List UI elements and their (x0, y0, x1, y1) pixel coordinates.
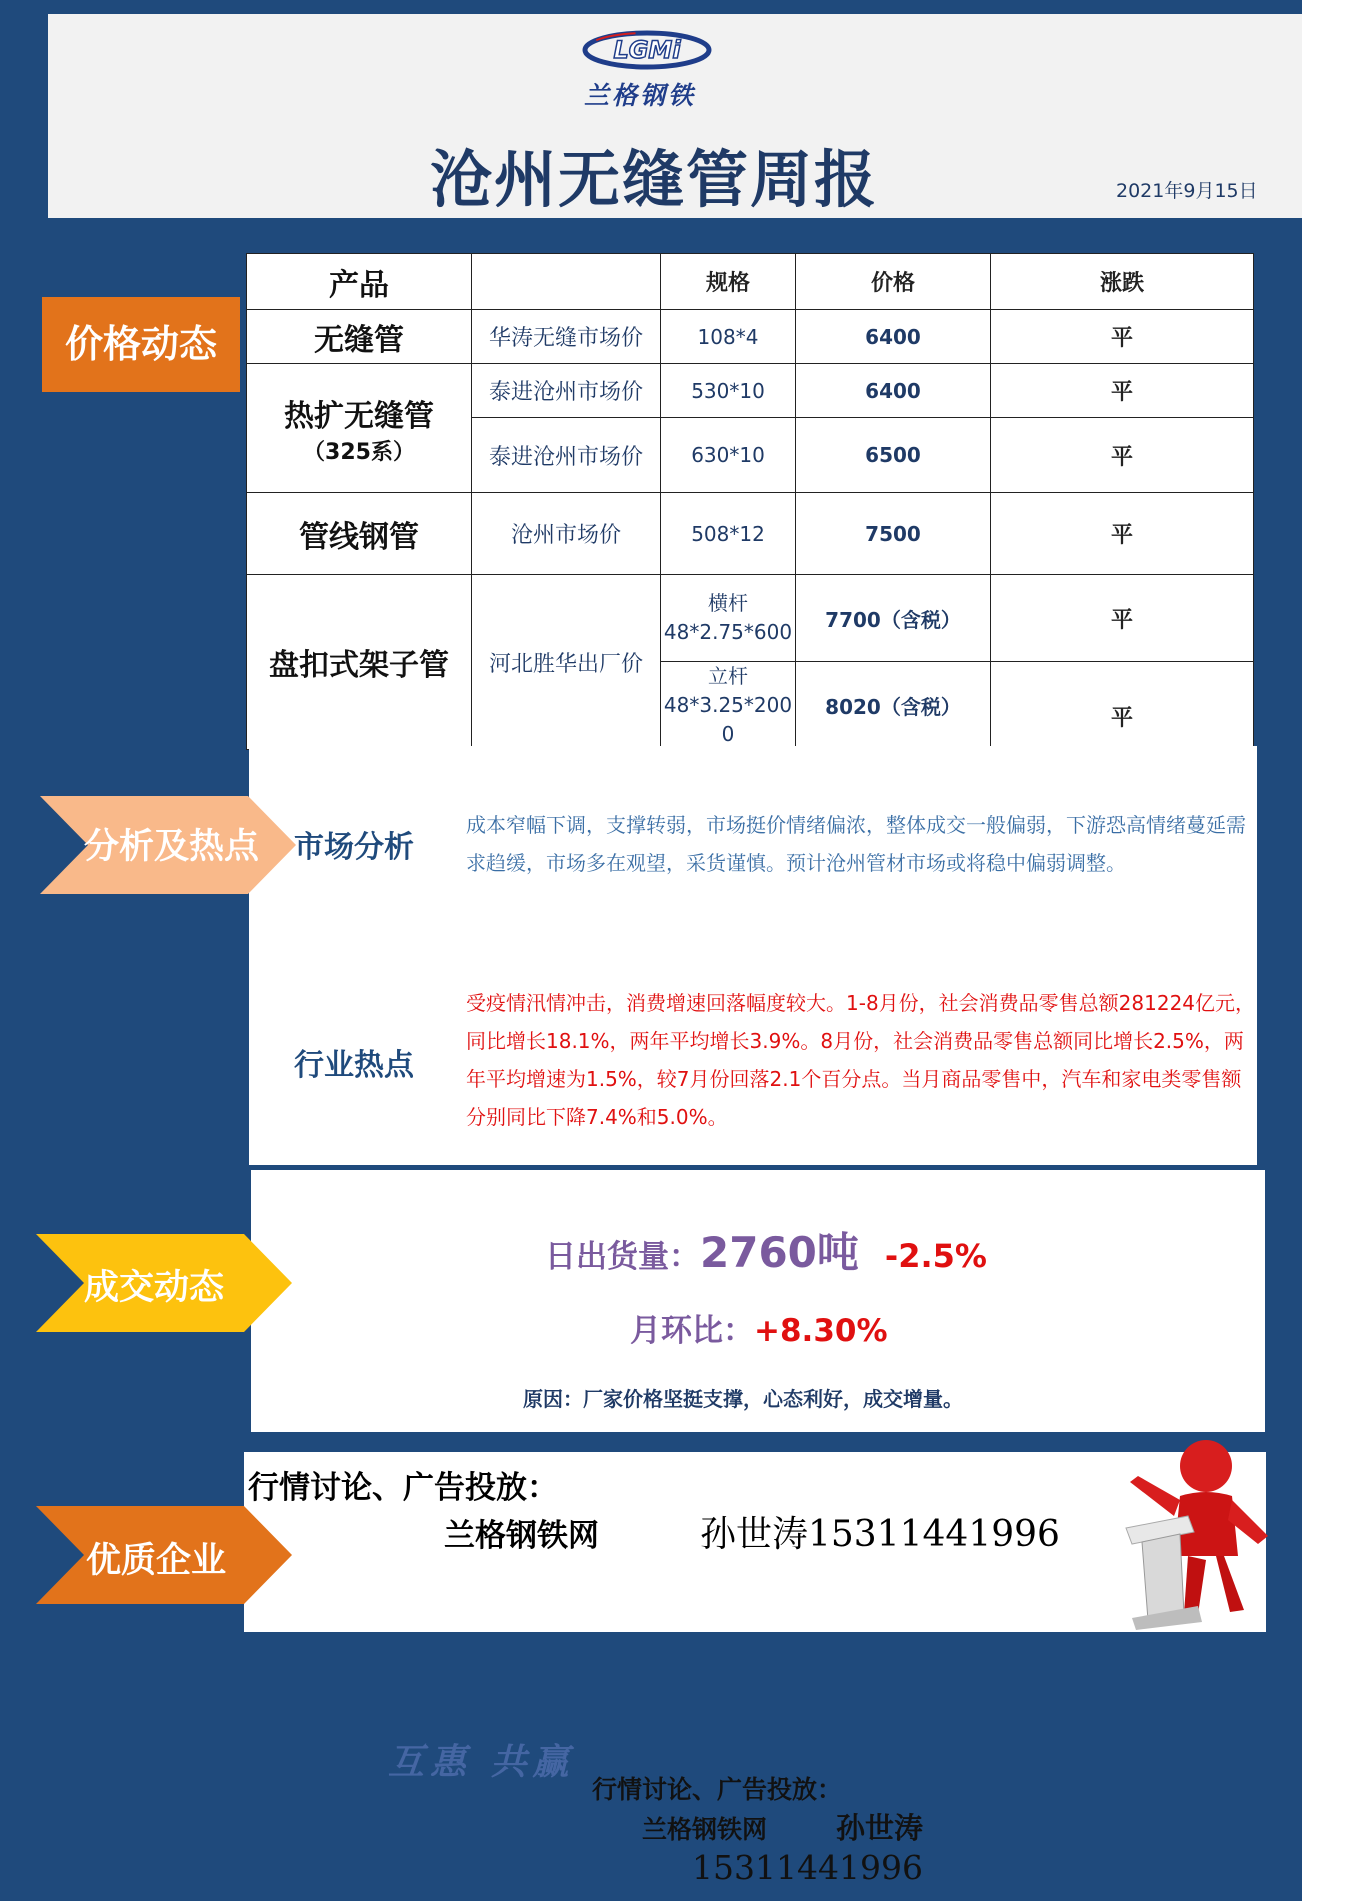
spec-cell: 530*10 (661, 364, 796, 418)
product-name: 热扩无缝管 (284, 398, 434, 434)
spec-cell: 508*12 (661, 493, 796, 575)
svg-text:LGMi: LGMi (613, 36, 681, 64)
price-cell: 6400 (796, 310, 991, 364)
price-cell: 7700（含税） (796, 575, 991, 662)
section-tag-analysis: 分析及热点 (84, 827, 260, 867)
speaker-figure-icon (1118, 1436, 1278, 1630)
change-cell: 平 (991, 493, 1254, 575)
section-tag-price: 价格动态 (42, 297, 240, 392)
header-spec: 规格 (661, 254, 796, 310)
market-cell: 华涛无缝市场价 (472, 310, 661, 364)
ad-line1: 行情讨论、广告投放： (248, 1470, 558, 1506)
daily-change: -2.5% (884, 1237, 987, 1275)
change-cell: 平 (991, 575, 1254, 662)
logo-subtitle: 兰格钢铁 (584, 81, 697, 110)
monthly-value: +8.30% (754, 1313, 888, 1349)
change-cell: 平 (991, 418, 1254, 493)
change-cell: 平 (991, 364, 1254, 418)
header-change: 涨跌 (991, 254, 1254, 310)
daily-shipment (545, 1220, 987, 1280)
spec-name: 横杆 (708, 591, 748, 615)
industry-hot-label: 行业热点 (294, 1048, 414, 1083)
market-cell: 河北胜华出厂价 (472, 575, 661, 750)
spec-value: 48*2.75*600 (663, 620, 793, 644)
product-cell: 盘扣式架子管 (247, 575, 472, 750)
section-tag-enterprise: 优质企业 (86, 1541, 227, 1581)
price-cell: 6500 (796, 418, 991, 493)
daily-value: 2760吨 (700, 1228, 859, 1277)
price-cell: 7500 (796, 493, 991, 575)
lgmi-logo (582, 28, 712, 72)
table-row (247, 364, 1254, 418)
spec-cell (661, 575, 796, 662)
footer-name: 孙世涛 (836, 1811, 924, 1845)
footer-phone: 15311441996 (692, 1848, 923, 1887)
product-cell: 无缝管 (247, 310, 472, 364)
ad-contact: 孙世涛15311441996 (700, 1514, 1060, 1555)
market-analysis-text: 成本窄幅下调，支撑转弱，市场挺价情绪偏浓，整体成交一般偏弱，下游恐高情绪蔓延需求趋缓，市场多在观望，采货谨慎。预计沧州管材市场或将稳中偏弱调整。 (466, 813, 1246, 875)
spec-cell (661, 662, 796, 750)
header-market (472, 254, 661, 310)
header-product: 产品 (247, 254, 472, 310)
change-cell: 平 (991, 662, 1254, 750)
table-row (247, 310, 1254, 364)
spec-name: 立杆 (708, 664, 748, 688)
monthly-ratio (630, 1305, 888, 1350)
monthly-label: 月环比： (630, 1313, 754, 1349)
ad-site: 兰格钢铁网 (444, 1518, 599, 1554)
industry-hot-text: 受疫情汛情冲击，消费增速回落幅度较大。1-8月份，社会消费品零售总额281224亿元，同比增长18.1%，两年平均增长3.9%。8月份，社会消费品零售总额同比增长2.5%，两年平均增速为1.5%，较7月份回落2.1个百分点。当月商品零售中，汽车和家电类零售额分别同比下降7.4%和5.0%。 (466, 991, 1256, 1129)
change-cell: 平 (991, 310, 1254, 364)
footer-slogan: 互惠 共赢 (388, 1741, 575, 1783)
market-analysis-label: 市场分析 (294, 830, 414, 865)
page-title: 沧州无缝管周报 (430, 143, 879, 216)
price-table (246, 253, 1254, 750)
report-date: 2021年9月15日 (1116, 180, 1258, 202)
header-price: 价格 (796, 254, 991, 310)
table-row (247, 493, 1254, 575)
price-cell: 8020（含税） (796, 662, 991, 750)
daily-label: 日出货量： (545, 1239, 700, 1275)
product-cell: 管线钢管 (247, 493, 472, 575)
price-cell: 6400 (796, 364, 991, 418)
footer-line1: 行情讨论、广告投放： (592, 1775, 843, 1804)
product-cell (247, 364, 472, 493)
spec-cell: 108*4 (661, 310, 796, 364)
section-tag-deal: 成交动态 (84, 1268, 225, 1308)
spec-value: 48*3.25*2000 (663, 693, 793, 746)
market-cell: 沧州市场价 (472, 493, 661, 575)
footer-site: 兰格钢铁网 (642, 1815, 768, 1844)
spec-cell: 630*10 (661, 418, 796, 493)
table-row (247, 575, 1254, 662)
deal-reason: 原因：厂家价格坚挺支撑，心态利好，成交增量。 (523, 1387, 963, 1411)
market-cell: 泰进沧州市场价 (472, 418, 661, 493)
product-subname: （325系） (303, 439, 415, 465)
market-cell: 泰进沧州市场价 (472, 364, 661, 418)
